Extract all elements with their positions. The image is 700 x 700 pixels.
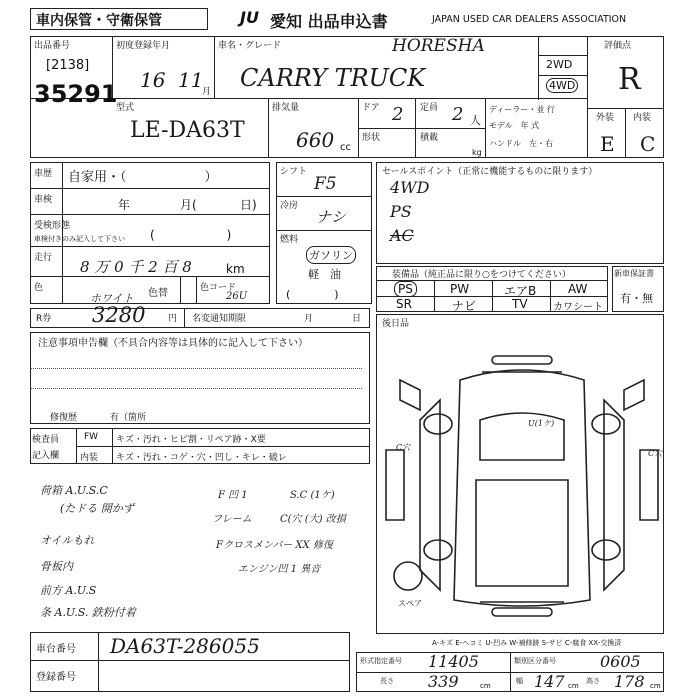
- remark-right-3: フレーム: [212, 514, 252, 525]
- registration-month: 11: [178, 68, 204, 92]
- shape-label: 形状: [362, 133, 381, 143]
- selling-point-3: AC: [390, 226, 414, 245]
- shift-value: F5: [314, 174, 337, 194]
- inspection-label: 車検: [34, 195, 53, 205]
- inspection-year: 年: [118, 198, 131, 212]
- rear-seat-label: 後日品: [382, 319, 410, 329]
- equip-tv: TV: [512, 297, 528, 311]
- warranty-label: 新車保証書: [614, 269, 654, 278]
- remark-4: 骨板内: [40, 560, 73, 573]
- exterior-label: 外装: [596, 113, 615, 123]
- recycle-label: R券: [36, 314, 52, 324]
- notice-month: 月: [304, 314, 314, 324]
- dealer-line3: ハンドル 左・右: [489, 139, 553, 148]
- interior-value: C: [640, 132, 656, 156]
- ac-value: ナシ: [316, 208, 346, 226]
- remark-right-4: C(穴 (大) 改損: [280, 514, 346, 525]
- chassis-value: DA63T-286055: [110, 634, 260, 658]
- color-label: 色: [34, 283, 44, 293]
- width-label: 幅: [516, 677, 523, 685]
- mileage-value: 8 万 0 千 2 百 8: [80, 258, 192, 276]
- equipment-label: 装備品（純正品に限り○をつけてください）: [392, 270, 571, 280]
- warranty-value: 有・無: [620, 292, 653, 305]
- car-damage-diagram: [380, 350, 664, 620]
- selling-points-label: セールスポイント（正常に機能するものに限ります）: [382, 167, 598, 177]
- class-label: 類別区分番号: [514, 657, 556, 665]
- class-value: 0605: [600, 652, 641, 671]
- spare-label: スペア: [398, 599, 422, 608]
- length-label: 長さ: [380, 677, 394, 685]
- history-value: 自家用・（ ）: [68, 170, 218, 185]
- model-value: LE-DA63T: [130, 118, 245, 143]
- registration-year: 16: [140, 68, 166, 92]
- inspector-row2: キズ・汚れ・コゲ・穴・凹し・キレ・破レ: [116, 453, 287, 463]
- equip-navi: ナビ: [452, 299, 477, 313]
- remark-3: オイルもれ: [40, 534, 95, 547]
- repair-label: 修復歴: [50, 413, 78, 423]
- length-value: 339: [428, 672, 459, 691]
- width-unit: cm: [568, 682, 579, 690]
- color-code-value: 26U: [226, 291, 248, 302]
- remark-5: 前方 A.U.S: [40, 584, 97, 597]
- car-grade: HORESHA: [392, 36, 485, 56]
- repair-value: 有（箇所: [110, 413, 147, 423]
- doors-label: ドア: [362, 103, 380, 113]
- color-code-label: 色コード: [200, 283, 237, 293]
- remark-6: 条 A.U.S. 鉄粉付着: [40, 606, 136, 619]
- damage-legend: A-キズ E-ヘコミ U-凹み W-補修跡 S-サビ C-腐食 XX-交換済: [432, 639, 622, 647]
- equip-pw: PW: [450, 282, 470, 296]
- model-cert-value: 11405: [428, 652, 479, 671]
- equip-airbag: エアB: [504, 284, 537, 298]
- ac-label: 冷房: [280, 201, 299, 211]
- remark-right-6: エンジン凹 1 異音: [238, 564, 321, 575]
- capacity-unit: 人: [470, 114, 481, 127]
- capacity-value: 2: [452, 104, 464, 125]
- color-value: ホワイト: [90, 292, 134, 305]
- remark-right-2: S.C (1ケ): [290, 490, 335, 501]
- history-label: 車歴: [34, 169, 53, 179]
- receipt-paren: ( ): [150, 228, 232, 242]
- model-cert-label: 形式指定番号: [360, 657, 402, 665]
- lot-label: 出品番号: [34, 41, 71, 51]
- displacement-value: 660: [296, 128, 335, 152]
- inspector-interior: 内装: [80, 453, 99, 463]
- doors-value: 2: [392, 104, 404, 125]
- form-title: 愛知 出品申込書: [270, 12, 388, 31]
- inspector-label1: 検査員: [32, 435, 60, 445]
- length-unit: cm: [480, 682, 491, 690]
- remark-2: (たドる 開かず: [60, 502, 134, 515]
- drive-2wd: 2WD: [546, 58, 573, 71]
- model-label: 型式: [116, 103, 135, 113]
- recycle-unit: 円: [168, 314, 178, 324]
- inspection-day: 日): [240, 198, 257, 212]
- chassis-label: 車台番号: [36, 644, 76, 655]
- lot-code: [2138]: [46, 58, 90, 73]
- width-value: 147: [534, 672, 565, 691]
- reg-number-label: 登録番号: [36, 672, 76, 683]
- equip-sr: SR: [396, 297, 412, 311]
- association-name: JAPAN USED CAR DEALERS ASSOCIATION: [432, 14, 627, 25]
- car-name: CARRY TRUCK: [240, 64, 426, 92]
- diagram-u-label: U(1ケ): [528, 419, 555, 428]
- diagram-left-label: C穴: [396, 443, 411, 452]
- inspector-row1: キズ・汚れ・ヒビ割・リペア跡・X要: [116, 435, 266, 445]
- color-change-label: 色替: [148, 288, 168, 299]
- registration-label: 初度登録年月: [116, 41, 171, 51]
- fuel-paren: ( ): [286, 288, 339, 301]
- receipt-label: 受検形態: [34, 221, 71, 231]
- interior-label: 内装: [633, 113, 652, 123]
- lot-number: 35291: [34, 80, 118, 108]
- drive-4wd: 4WD: [546, 78, 578, 93]
- equip-seat: カワシート: [553, 302, 603, 313]
- inspection-month: 月(: [180, 198, 197, 212]
- notice-day: 日: [352, 314, 362, 324]
- receipt-note: 車検付きのみ記入して下さい: [34, 235, 125, 243]
- height-unit: cm: [650, 682, 661, 690]
- selling-point-2: PS: [390, 202, 412, 221]
- mileage-unit: km: [226, 262, 245, 276]
- height-label: 高さ: [586, 677, 600, 685]
- remark-right-5: Fクロスメンバー XX 修復: [216, 540, 333, 551]
- registration-month-unit: 月: [202, 87, 212, 97]
- equip-ps: PS: [394, 281, 417, 297]
- fuel-label: 燃料: [280, 235, 299, 245]
- diagram-right-label: C穴: [648, 449, 663, 458]
- capacity-label: 定員: [420, 103, 439, 113]
- ju-logo: JU: [240, 8, 259, 27]
- exterior-value: E: [600, 132, 615, 156]
- inspector-label2: 記入欄: [32, 451, 60, 461]
- fuel-gasoline: ガソリン: [306, 246, 356, 264]
- inspector-fw: FW: [84, 432, 99, 442]
- rating-label: 評価点: [604, 41, 632, 51]
- displacement-label: 排気量: [272, 103, 300, 113]
- shift-label: シフト: [280, 167, 308, 177]
- mileage-label: 走行: [34, 253, 53, 263]
- car-name-label: 車名・グレード: [218, 41, 282, 51]
- load-label: 積載: [420, 133, 439, 143]
- notes-label: 注意事項申告欄（不具合内容等は具体的に記入して下さい）: [38, 338, 308, 349]
- rating-value: R: [618, 62, 641, 97]
- notice-label: 名変通知期限: [192, 314, 247, 324]
- fuel-diesel: 軽 油: [308, 268, 341, 281]
- dealer-line1: ディーラー・並 行: [489, 105, 555, 114]
- recycle-value: 3280: [92, 303, 146, 327]
- equip-aw: AW: [568, 282, 588, 296]
- remark-1: 荷箱 A.U.S.C: [40, 484, 108, 497]
- load-unit: kg: [472, 148, 482, 157]
- height-value: 178: [614, 672, 645, 691]
- storage-label: 車内保管・守衛保管: [36, 13, 162, 29]
- dealer-line2: モデル 年 式: [489, 121, 540, 130]
- selling-point-1: 4WD: [390, 178, 430, 197]
- displacement-unit: cc: [340, 142, 351, 153]
- remark-right-1: F 凹 1: [218, 490, 248, 501]
